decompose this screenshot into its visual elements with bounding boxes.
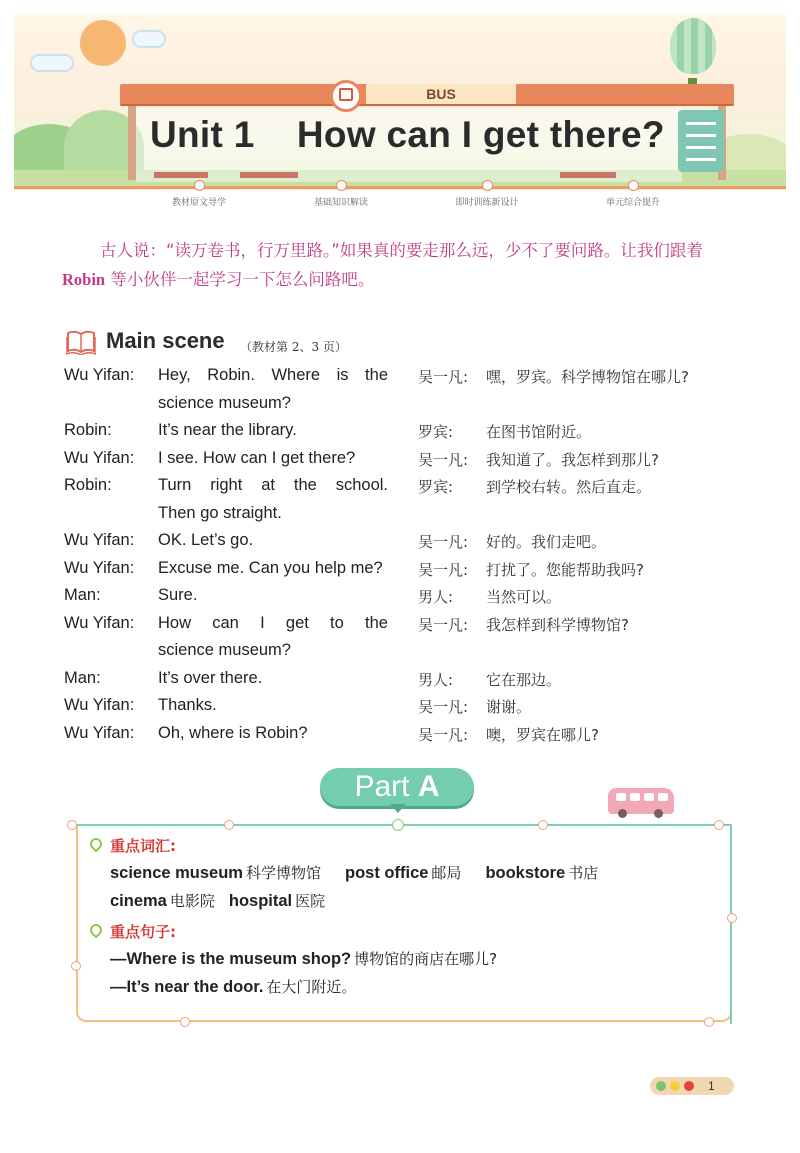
bench-illustration (154, 172, 208, 178)
line-english: Thanks. (158, 696, 217, 714)
line-chinese: 我怎样到科学博物馆? (486, 615, 629, 634)
line-english: Hey, Robin. Where is the (158, 366, 388, 384)
nav-dot (628, 180, 639, 191)
page-number: 1 (708, 1079, 715, 1093)
nav-dot (194, 180, 205, 191)
track-dot (180, 1017, 190, 1027)
unit-title: Unit 1 How can I get there? (150, 114, 665, 155)
sentence-en: —It’s near the door. (110, 978, 264, 996)
vocab-row (110, 890, 325, 911)
speaker-name: Robin: (64, 476, 112, 494)
sentence-cn: 博物馆的商店在哪儿? (354, 950, 498, 968)
line-chinese: 当然可以。 (486, 588, 562, 606)
cloud-illustration (30, 54, 74, 72)
speaker-name: Wu Yifan: (64, 723, 135, 742)
track-dot (704, 1017, 714, 1027)
track-dot (392, 819, 404, 831)
sentence-cn: 在大门附近。 (266, 978, 357, 996)
vocab-row (110, 862, 598, 883)
line-english: Then go straight. (158, 503, 282, 522)
cloud-illustration (132, 30, 166, 48)
line-english: How can I get to the (158, 613, 388, 632)
vocab-term: hospital (228, 892, 293, 910)
track-dot (67, 820, 77, 830)
speaker-name-cn: 男人: (418, 588, 454, 606)
bench-illustration (240, 172, 298, 178)
pink-bus-illustration (608, 788, 674, 814)
speaker-name-cn: 男人: (418, 670, 454, 689)
speaker-name: Man: (64, 668, 101, 687)
speaker-name: Wu Yifan: (64, 531, 135, 549)
timetable-sign-icon (678, 110, 724, 172)
sentence-en: —Where is the museum shop? (110, 950, 352, 968)
line-english: Turn right at the school. (158, 476, 388, 494)
page-number-pill (650, 1077, 734, 1095)
line-english: science museum? (158, 641, 291, 659)
vocab-translation: 科学博物馆 (245, 864, 321, 882)
intro-text: 等小伙伴一起学习一下怎么问路吧。 (105, 270, 375, 289)
line-chinese: 打扰了。您能帮助我吗? (486, 560, 644, 579)
main-scene-title: Main scene (106, 328, 225, 353)
line-chinese: 我知道了。我怎样到那儿? (486, 450, 659, 469)
key-sentence (110, 948, 497, 969)
track-dot (71, 961, 81, 971)
line-chinese: 噢，罗宾在哪儿? (486, 725, 599, 744)
nav-item-review[interactable]: 单元综合提升 (605, 198, 660, 208)
track-dot (714, 820, 724, 830)
line-english: It’s near the library. (158, 421, 297, 439)
nav-item-guide[interactable]: 教材原文导学 (171, 198, 226, 208)
part-a-label: Part (354, 770, 410, 803)
part-a-badge (320, 768, 474, 806)
header-banner (14, 14, 786, 190)
speaker-name-cn: 吴一凡: (418, 615, 469, 634)
part-a-pointer (390, 804, 406, 813)
speaker-name-cn: 吴一凡: (418, 698, 469, 716)
line-chinese: 到学校右转。然后直走。 (486, 478, 652, 496)
line-chinese: 谢谢。 (486, 698, 532, 716)
vocab-translation: 书店 (568, 864, 599, 882)
track-dot (224, 820, 234, 830)
key-sentence (110, 976, 356, 997)
speaker-name-cn: 吴一凡: (418, 450, 469, 469)
speaker-name-cn: 罗宾: (418, 423, 454, 441)
vocab-term: post office (345, 864, 429, 882)
line-chinese: 在图书馆附近。 (486, 423, 592, 441)
track-dot (538, 820, 548, 830)
vocab-translation: 邮局 (431, 864, 462, 882)
nav-dot (336, 180, 347, 191)
intro-name: Robin (62, 270, 106, 289)
ground-line (14, 186, 786, 189)
sun-illustration (80, 20, 126, 66)
nav-item-training[interactable]: 即时训练新设计 (455, 198, 519, 208)
line-english: It’s over there. (158, 668, 263, 687)
line-chinese: 好的。我们走吧。 (486, 533, 607, 551)
speaker-name: Robin: (64, 421, 112, 439)
vocab-term: bookstore (485, 864, 566, 882)
speaker-name: Wu Yifan: (64, 366, 135, 384)
line-english: science museum? (158, 393, 291, 412)
vocab-translation: 医院 (295, 892, 326, 910)
vocab-section-label: 重点词汇: (110, 837, 176, 855)
part-a-letter: A (417, 770, 440, 803)
line-english: Excuse me. Can you help me? (158, 558, 383, 577)
nav-item-basics[interactable]: 基础知识解读 (313, 198, 368, 208)
speaker-name-cn: 吴一凡: (418, 533, 469, 551)
line-english: OK. Let’s go. (158, 531, 254, 549)
line-chinese: 嘿，罗宾。科学博物馆在哪儿? (486, 368, 689, 386)
line-english: Oh, where is Robin? (158, 723, 308, 742)
main-scene-page-ref: （教材第 2、3 页） (240, 340, 347, 354)
vocab-translation: 电影院 (169, 892, 215, 910)
line-english: Sure. (158, 586, 198, 604)
speaker-name: Wu Yifan: (64, 558, 135, 577)
vocab-term: cinema (110, 892, 167, 910)
open-book-icon (66, 329, 96, 355)
track-line (730, 826, 732, 1024)
line-english: I see. How can I get there? (158, 448, 356, 467)
line-chinese: 它在那边。 (486, 670, 562, 689)
nav-dot (482, 180, 493, 191)
speaker-name-cn: 吴一凡: (418, 725, 469, 744)
speaker-name: Wu Yifan: (64, 448, 135, 467)
bus-icon (330, 80, 362, 112)
sentence-section-label: 重点句子: (110, 923, 176, 941)
track-dot (727, 913, 737, 923)
speaker-name: Man: (64, 586, 101, 604)
hot-air-balloon-illustration (670, 18, 716, 74)
speaker-name: Wu Yifan: (64, 613, 135, 632)
intro-paragraph (62, 236, 742, 294)
speaker-name-cn: 吴一凡: (418, 560, 469, 579)
vocab-term: science museum (110, 864, 243, 882)
speaker-name: Wu Yifan: (64, 696, 135, 714)
speaker-name-cn: 吴一凡: (418, 368, 469, 386)
bus-label: BUS (366, 84, 516, 104)
bench-illustration (560, 172, 616, 178)
bus-stop-post (128, 104, 136, 180)
speaker-name-cn: 罗宾: (418, 478, 454, 496)
intro-text: 古人说：“读万卷书，行万里路。”如果真的要走那么远，少不了要问路。让我们跟着 (100, 241, 703, 260)
